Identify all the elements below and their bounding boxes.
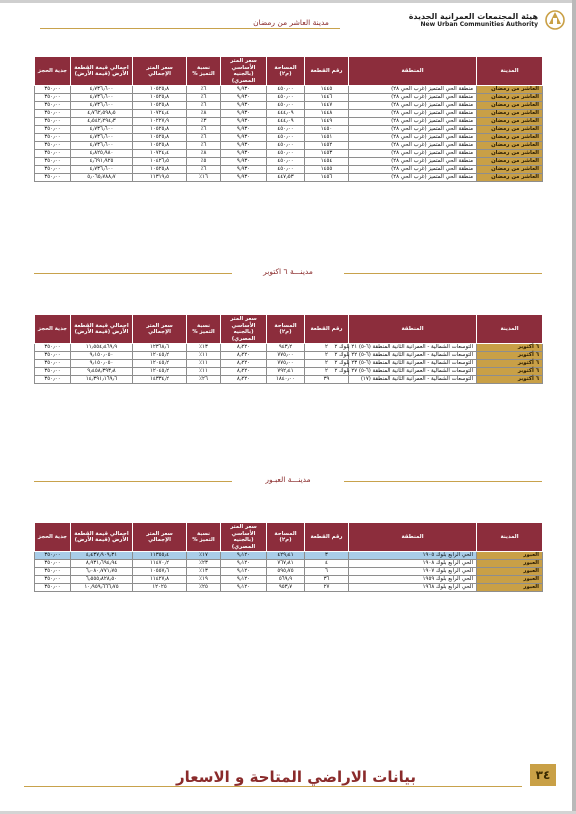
cell-deposit: ٣٥٠٫٠٠ xyxy=(35,110,71,118)
plots-table-6-october xyxy=(34,314,543,384)
cell-base: ٩٫٩٣٠ xyxy=(221,174,267,182)
cell-deposit: ٣٥٠٫٠٠ xyxy=(35,118,71,126)
cell-premium: ٦٪ xyxy=(187,134,221,142)
cell-area: منطقة الحي المتميز (غرب الحي ٢٨) xyxy=(349,174,477,182)
cell-city: العاشر من رمضان xyxy=(477,86,543,94)
cell-city: العبور xyxy=(477,584,543,592)
page-header xyxy=(18,6,566,34)
cell-area: منطقة الحي المتميز (غرب الحي ٢٨) xyxy=(349,126,477,134)
column-header: رقم القطعة xyxy=(305,315,349,344)
cell-size: ٩٤٣٫٢ xyxy=(267,344,305,352)
column-header: جدية الحجز xyxy=(35,523,71,552)
cell-base: ٩٫١٢٠ xyxy=(221,568,267,576)
section-title-text: مدينـــة العبـور xyxy=(265,475,311,484)
cell-value: ٦٫٥٥٥٫٨٢٨٫٥٠ xyxy=(71,576,133,584)
table-row xyxy=(35,158,543,166)
cell-total: ١٢٣٦٨٫٦ xyxy=(133,344,187,352)
column-header: المنطقة xyxy=(349,523,477,552)
table-row xyxy=(35,110,543,118)
cell-total: ١٤٣٣٤٫٢ xyxy=(133,376,187,384)
cell-plot: ٢٧ xyxy=(305,584,349,592)
cell-premium: ٣٪ xyxy=(187,118,221,126)
cell-total: ١٢٠٤٥٫٢ xyxy=(133,352,187,360)
table-row xyxy=(35,344,543,352)
cell-base: ٩٫٩٣٠ xyxy=(221,102,267,110)
cell-area: منطقة الحي المتميز (غرب الحي ٢٨) xyxy=(349,86,477,94)
cell-deposit: ٣٥٠٫٠٠ xyxy=(35,360,71,368)
cell-base: ٩٫٩٣٠ xyxy=(221,142,267,150)
cell-base: ٩٫٩٣٠ xyxy=(221,158,267,166)
cell-size: ٤٥٠٫٠٠ xyxy=(267,166,305,174)
column-header: المساحة (م٢) xyxy=(267,315,305,344)
cell-city: العبور xyxy=(477,552,543,560)
table-row xyxy=(35,576,543,584)
cell-deposit: ٣٥٠٫٠٠ xyxy=(35,102,71,110)
cell-base: ٩٫١٢٠ xyxy=(221,576,267,584)
cell-base: ٩٫١٢٠ xyxy=(221,552,267,560)
cell-size: ٧٩٢٫٤١ xyxy=(267,368,305,376)
cell-plot: ١٤٤٨ xyxy=(305,110,349,118)
cell-premium: ١١٪ xyxy=(187,352,221,360)
table-row xyxy=(35,142,543,150)
cell-city: العاشر من رمضان xyxy=(477,150,543,158)
column-header: سعر المتر الأساسي (بالجنيه المصري) xyxy=(221,57,267,86)
page-right-border xyxy=(572,0,576,814)
cell-deposit: ٣٥٠٫٠٠ xyxy=(35,376,71,384)
table-row xyxy=(35,126,543,134)
cell-premium: ١١٪ xyxy=(187,360,221,368)
cell-plot: ١٤٥٠ xyxy=(305,126,349,134)
cell-plot: ٦ xyxy=(305,568,349,576)
cell-area: التوسعات الشمالية - العمرانية الثانية المنطقة (٦-٥) ٢٣ بلوك ٢ xyxy=(349,360,477,368)
cell-value: ٩٫١٥٠٫٠٥٠ xyxy=(71,360,133,368)
cell-plot: ٢ xyxy=(305,352,349,360)
cell-value: ٤٫٧٣٦٫٦٠٠ xyxy=(71,86,133,94)
cell-base: ٨٫٢٢٠ xyxy=(221,352,267,360)
column-header: اجمالي قيمة القطعة الأرض (قيمة الأرض) xyxy=(71,57,133,86)
cell-city: العاشر من رمضان xyxy=(477,174,543,182)
column-header: المساحة (م٢) xyxy=(267,57,305,86)
table-row xyxy=(35,584,543,592)
section-title-october xyxy=(0,266,576,280)
cell-plot: ٣ xyxy=(305,552,349,560)
header-divider xyxy=(40,28,340,29)
org-name-english: New Urban Communities Authority xyxy=(420,21,538,28)
cell-premium: ٢٦٪ xyxy=(187,376,221,384)
cell-city: العاشر من رمضان xyxy=(477,102,543,110)
cell-size: ٤٥٠٫٠٠ xyxy=(267,126,305,134)
cell-area: الحي الرابع بلوك ١٩٠٧ xyxy=(349,568,477,576)
table-row xyxy=(35,368,543,376)
cell-premium: ١٩٪ xyxy=(187,576,221,584)
cell-deposit: ٣٥٠٫٠٠ xyxy=(35,568,71,576)
cell-total: ١٠٥٢٥٫٨ xyxy=(133,86,187,94)
column-header: سعر المتر الإجمالي xyxy=(133,57,187,86)
column-header: نسبة التميز % xyxy=(187,315,221,344)
footer-divider xyxy=(24,786,522,787)
cell-value: ١٤٫٣٩١٫١٦٩٫٦ xyxy=(71,376,133,384)
table-row xyxy=(35,552,543,560)
cell-size: ٧٦٧٫٨١ xyxy=(267,560,305,568)
table-row xyxy=(35,118,543,126)
cell-deposit: ٣٥٠٫٠٠ xyxy=(35,158,71,166)
plots-table-tenth-of-ramadan xyxy=(34,56,543,182)
column-header: سعر المتر الأساسي (بالجنيه المصري) xyxy=(221,523,267,552)
cell-base: ٩٫٩٣٠ xyxy=(221,150,267,158)
cell-size: ٤٤٤٫٠٩ xyxy=(267,110,305,118)
column-header: اجمالي قيمة القطعة الأرض (قيمة الأرض) xyxy=(71,523,133,552)
cell-city: ٦ أكتوبر xyxy=(477,344,543,352)
cell-area: التوسعات الشمالية - العمرانية الثانية المنطقة (٦-٥) ٢٧ بلوك ٢ xyxy=(349,368,477,376)
table-header-row xyxy=(35,523,543,552)
cell-size: ٧٧٥٫٠٠ xyxy=(267,360,305,368)
cell-premium: ٢٥٪ xyxy=(187,584,221,592)
cell-plot: ١٤٥١ xyxy=(305,134,349,142)
column-header: المدينة xyxy=(477,523,543,552)
cell-total: ١٢٠٤٥٫٢ xyxy=(133,360,187,368)
org-name xyxy=(409,12,538,29)
cell-premium: ٥٪ xyxy=(187,158,221,166)
column-header: نسبة التميز % xyxy=(187,57,221,86)
cell-city: ٦ أكتوبر xyxy=(477,376,543,384)
cell-area: منطقة الحي المتميز (غرب الحي ٢٨) xyxy=(349,134,477,142)
cell-base: ٩٫٩٣٠ xyxy=(221,118,267,126)
cell-area: الحي الرابع بلوك ١٩٠٨ xyxy=(349,560,477,568)
cell-total: ١٠٢٢٧٫٩ xyxy=(133,118,187,126)
cell-city: العاشر من رمضان xyxy=(477,94,543,102)
cell-premium: ٦٪ xyxy=(187,94,221,102)
cell-plot: ١٤٥٦ xyxy=(305,174,349,182)
cell-plot: ١٤٤٦ xyxy=(305,94,349,102)
cell-premium: ٦٪ xyxy=(187,166,221,174)
cell-city: العاشر من رمضان xyxy=(477,142,543,150)
cell-total: ١٠٥٢٥٫٨ xyxy=(133,142,187,150)
cell-base: ٩٫١٢٠ xyxy=(221,584,267,592)
cell-size: ٥٩٥٫٧٥ xyxy=(267,568,305,576)
cell-size: ٤٥٠٫٠٠ xyxy=(267,158,305,166)
cell-base: ٩٫١٢٠ xyxy=(221,560,267,568)
plots-table-obour xyxy=(34,522,543,592)
cell-value: ٤٫٧٣٦٫٦٠٠ xyxy=(71,102,133,110)
cell-deposit: ٣٥٠٫٠٠ xyxy=(35,344,71,352)
cell-area: الحي الرابع بلوك ١٩٠٥ xyxy=(349,552,477,560)
cell-premium: ٦٪ xyxy=(187,126,221,134)
cell-deposit: ٣٥٠٫٠٠ xyxy=(35,576,71,584)
cell-total: ١٠٥٥٧٫٦ xyxy=(133,568,187,576)
cell-total: ١٠٧٢٤٫٤ xyxy=(133,150,187,158)
column-header: المساحة (م٢) xyxy=(267,523,305,552)
table-row xyxy=(35,94,543,102)
cell-area: منطقة الحي المتميز (غرب الحي ٢٨) xyxy=(349,142,477,150)
cell-value: ١١٫٥٥٤٫٤٦٩٫٩ xyxy=(71,344,133,352)
cell-deposit: ٣٥٠٫٠٠ xyxy=(35,552,71,560)
cell-deposit: ٣٥٠٫٠٠ xyxy=(35,368,71,376)
cell-city: ٦ أكتوبر xyxy=(477,352,543,360)
cell-total: ١٢٠٤٥٫٢ xyxy=(133,368,187,376)
column-header: سعر المتر الإجمالي xyxy=(133,523,187,552)
column-header: جدية الحجز xyxy=(35,315,71,344)
cell-value: ٤٫٥٤٢٫٢٩٤٫٣ xyxy=(71,118,133,126)
cell-value: ٤٫٧٣٦٫٦٠٠ xyxy=(71,94,133,102)
cell-value: ٤٫٧٣٦٫٦٠٠ xyxy=(71,142,133,150)
table-row xyxy=(35,376,543,384)
cell-size: ١٨٤٠٫٠٠ xyxy=(267,376,305,384)
cell-plot: ٣٦ xyxy=(305,576,349,584)
cell-value: ٤٫٧٣٦٫٦٠٠ xyxy=(71,134,133,142)
table-row xyxy=(35,134,543,142)
cell-area: منطقة الحي المتميز (غرب الحي ٢٨) xyxy=(349,102,477,110)
cell-size: ٤٤٧٫٥٣ xyxy=(267,174,305,182)
table-row xyxy=(35,560,543,568)
cell-area: التوسعات الشمالية - العمرانية الثانية المنطقة (١٧) xyxy=(349,376,477,384)
cell-base: ٨٫٢٢٠ xyxy=(221,344,267,352)
cell-city: العاشر من رمضان xyxy=(477,126,543,134)
cell-city: ٦ أكتوبر xyxy=(477,360,543,368)
column-header: المدينة xyxy=(477,315,543,344)
cell-plot: ٢ xyxy=(305,368,349,376)
cell-plot: ١٤٤٥ xyxy=(305,86,349,94)
cell-total: ١٠٧٢٤٫٤ xyxy=(133,110,187,118)
cell-premium: ١٧٪ xyxy=(187,552,221,560)
section-rule-left xyxy=(34,481,232,482)
column-header: المنطقة xyxy=(349,57,477,86)
cell-value: ٦٫٠٨٠٫٧٧١٫٧٥ xyxy=(71,568,133,576)
cell-deposit: ٣٥٠٫٠٠ xyxy=(35,142,71,150)
cell-city: العبور xyxy=(477,576,543,584)
cell-plot: ٢ xyxy=(305,344,349,352)
cell-plot: ٤ xyxy=(305,560,349,568)
cell-deposit: ٣٥٠٫٠٠ xyxy=(35,94,71,102)
cell-deposit: ٣٥٠٫٠٠ xyxy=(35,126,71,134)
cell-plot: ١٤٥٤ xyxy=(305,158,349,166)
section-rule-right xyxy=(344,273,542,274)
cell-total: ١٠٥٢٥٫٨ xyxy=(133,134,187,142)
cell-premium: ٨٪ xyxy=(187,110,221,118)
cell-area: منطقة الحي المتميز (غرب الحي ٢٨) xyxy=(349,166,477,174)
cell-size: ٤٥٠٫٠٠ xyxy=(267,86,305,94)
cell-deposit: ٣٥٠٫٠٠ xyxy=(35,150,71,158)
cell-area: منطقة الحي المتميز (غرب الحي ٢٨) xyxy=(349,158,477,166)
cell-base: ٩٫٩٣٠ xyxy=(221,86,267,94)
table-header-row xyxy=(35,315,543,344)
column-header: اجمالي قيمة القطعة الأرض (قيمة الأرض) xyxy=(71,315,133,344)
table-row xyxy=(35,568,543,576)
cell-premium: ١٣٪ xyxy=(187,344,221,352)
cell-area: منطقة الحي المتميز (غرب الحي ٢٨) xyxy=(349,110,477,118)
cell-base: ٩٫٩٣٠ xyxy=(221,110,267,118)
cell-city: العاشر من رمضان xyxy=(477,158,543,166)
cell-total: ١٠٥٢٥٫٨ xyxy=(133,94,187,102)
cell-city: العاشر من رمضان xyxy=(477,134,543,142)
cell-value: ٨٫٩٣١٫٦٩٤٫٩٤ xyxy=(71,560,133,568)
section-title-text: مدينـــة ٦ اكتوبر xyxy=(263,267,313,276)
column-header: رقم القطعة xyxy=(305,523,349,552)
cell-area: منطقة الحي المتميز (غرب الحي ٢٨) xyxy=(349,118,477,126)
cell-plot: ١٤٥٥ xyxy=(305,166,349,174)
cell-area: الحي الرابع بلوك ١٩٥٩ xyxy=(349,576,477,584)
column-header: جدية الحجز xyxy=(35,57,71,86)
cell-plot: ١٤٤٧ xyxy=(305,102,349,110)
cell-value: ٤٫٧٣٦٫٦٠٠ xyxy=(71,166,133,174)
cell-area: منطقة الحي المتميز (غرب الحي ٢٨) xyxy=(349,94,477,102)
page-top-border xyxy=(0,0,576,3)
cell-city: العاشر من رمضان xyxy=(477,118,543,126)
cell-plot: ٣٩ xyxy=(305,376,349,384)
cell-area: منطقة الحي المتميز (غرب الحي ٢٨) xyxy=(349,150,477,158)
cell-premium: ٨٪ xyxy=(187,150,221,158)
cell-base: ٨٫٢٢٠ xyxy=(221,360,267,368)
cell-total: ١١٤٧٠٫٢ xyxy=(133,560,187,568)
column-header: رقم القطعة xyxy=(305,57,349,86)
cell-size: ٤٥٠٫٠٠ xyxy=(267,150,305,158)
cell-total: ١١٣١٩٫٥ xyxy=(133,174,187,182)
cell-deposit: ٣٥٠٫٠٠ xyxy=(35,352,71,360)
column-header: نسبة التميز % xyxy=(187,523,221,552)
cell-total: ١١٣٥٥٫٤ xyxy=(133,552,187,560)
cell-premium: ٦٪ xyxy=(187,102,221,110)
cell-size: ٤٥٠٫٠٠ xyxy=(267,94,305,102)
table-row xyxy=(35,174,543,182)
cell-plot: ١٤٥٣ xyxy=(305,150,349,158)
cell-value: ٩٫١٥٠٫٠٥٠ xyxy=(71,352,133,360)
cell-premium: ١١٪ xyxy=(187,368,221,376)
table-row xyxy=(35,360,543,368)
cell-size: ٩٥٣٫٧ xyxy=(267,584,305,592)
section-title-obour xyxy=(0,474,576,488)
cell-total: ١٠٤٢٦٫٥ xyxy=(133,158,187,166)
cell-total: ١٠٥٢٥٫٨ xyxy=(133,166,187,174)
cell-premium: ٢٣٪ xyxy=(187,560,221,568)
cell-premium: ٦٪ xyxy=(187,142,221,150)
cell-value: ٩٫٤٥٨٫٣٩٣٫٨ xyxy=(71,368,133,376)
cell-value: ٥٫٠٦٥٫٧٨٨٫٧ xyxy=(71,174,133,182)
cell-premium: ٦٪ xyxy=(187,86,221,94)
cell-size: ٤٢٩٫٤١ xyxy=(267,552,305,560)
cell-total: ١٠٥٢٥٫٨ xyxy=(133,102,187,110)
cell-plot: ١٤٤٩ xyxy=(305,118,349,126)
table-header-row xyxy=(35,57,543,86)
cell-base: ٩٫٩٣٠ xyxy=(221,94,267,102)
cell-base: ٩٫٩٣٠ xyxy=(221,126,267,134)
cell-deposit: ٣٥٠٫٠٠ xyxy=(35,584,71,592)
cell-value: ٤٫٧٣٦٫٦٠٠ xyxy=(71,126,133,134)
cell-total: ١٢٠٢٥ xyxy=(133,584,187,592)
column-header: المدينة xyxy=(477,57,543,86)
footer-title: بيانات الاراضي المتاحة و الاسعار xyxy=(176,768,416,786)
column-header: سعر المتر الإجمالي xyxy=(133,315,187,344)
cell-base: ٩٫٩٣٠ xyxy=(221,166,267,174)
table-row xyxy=(35,352,543,360)
table-row xyxy=(35,86,543,94)
cell-size: ٤٥٠٫٠٠ xyxy=(267,134,305,142)
table-row xyxy=(35,102,543,110)
cell-deposit: ٣٥٠٫٠٠ xyxy=(35,86,71,94)
cell-size: ٥٦٩٫٩ xyxy=(267,576,305,584)
cell-size: ٤٤٤٫٠٩ xyxy=(267,118,305,126)
cell-value: ١٠٫٩٥٩٫٦٦٦٫٧٥ xyxy=(71,584,133,592)
cell-deposit: ٣٥٠٫٠٠ xyxy=(35,560,71,568)
cell-base: ٩٫٩٣٠ xyxy=(221,134,267,142)
cell-city: ٦ أكتوبر xyxy=(477,368,543,376)
cell-total: ١٠٥٢٥٫٨ xyxy=(133,126,187,134)
cell-deposit: ٣٥٠٫٠٠ xyxy=(35,174,71,182)
cell-total: ١١٤٢٧٫٨ xyxy=(133,576,187,584)
cell-area: الحي الرابع بلوك ١٩٦٨ xyxy=(349,584,477,592)
cell-size: ٤٥٠٫٠٠ xyxy=(267,102,305,110)
cell-value: ٤٫٨٢٥٫٩٨٠ xyxy=(71,150,133,158)
column-header: المنطقة xyxy=(349,315,477,344)
cell-city: العبور xyxy=(477,560,543,568)
cell-value: ٤٫٧٦٢٫٥٩٨٫٥ xyxy=(71,110,133,118)
org-name-arabic: هيئة المجتمعات العمرانية الجديدة xyxy=(408,12,538,21)
nuca-logo-icon xyxy=(544,8,566,30)
cell-size: ٧٧٥٫٠٠ xyxy=(267,352,305,360)
cell-base: ٨٫٢٢٠ xyxy=(221,376,267,384)
cell-plot: ٢ xyxy=(305,360,349,368)
cell-city: العاشر من رمضان xyxy=(477,110,543,118)
cell-value: ٤٫٤٣٧٫٩٠٩٫٣١ xyxy=(71,552,133,560)
cell-city: العاشر من رمضان xyxy=(477,166,543,174)
header-city-title: مدينة العاشر من رمضان xyxy=(253,18,329,27)
table-row xyxy=(35,166,543,174)
cell-base: ٨٫٢٢٠ xyxy=(221,368,267,376)
cell-value: ٤٫٦٩١٫٩٢٥ xyxy=(71,158,133,166)
page-number: ٣٤ xyxy=(530,764,556,786)
section-rule-left xyxy=(34,273,232,274)
cell-area: التوسعات الشمالية - العمرانية الثانية المنطقة (٦-٥) ٢٢ بلوك ٢ xyxy=(349,352,477,360)
cell-premium: ١٣٪ xyxy=(187,568,221,576)
table-row xyxy=(35,150,543,158)
cell-size: ٤٥٠٫٠٠ xyxy=(267,142,305,150)
column-header: سعر المتر الأساسي (بالجنيه المصري) xyxy=(221,315,267,344)
cell-deposit: ٣٥٠٫٠٠ xyxy=(35,134,71,142)
cell-deposit: ٣٥٠٫٠٠ xyxy=(35,166,71,174)
section-rule-right xyxy=(344,481,542,482)
cell-premium: ١٦٪ xyxy=(187,174,221,182)
cell-area: التوسعات الشمالية - العمرانية الثانية المنطقة (٦-٥) ٢١ بلوك ٢ xyxy=(349,344,477,352)
cell-city: العبور xyxy=(477,568,543,576)
cell-plot: ١٤٥٢ xyxy=(305,142,349,150)
